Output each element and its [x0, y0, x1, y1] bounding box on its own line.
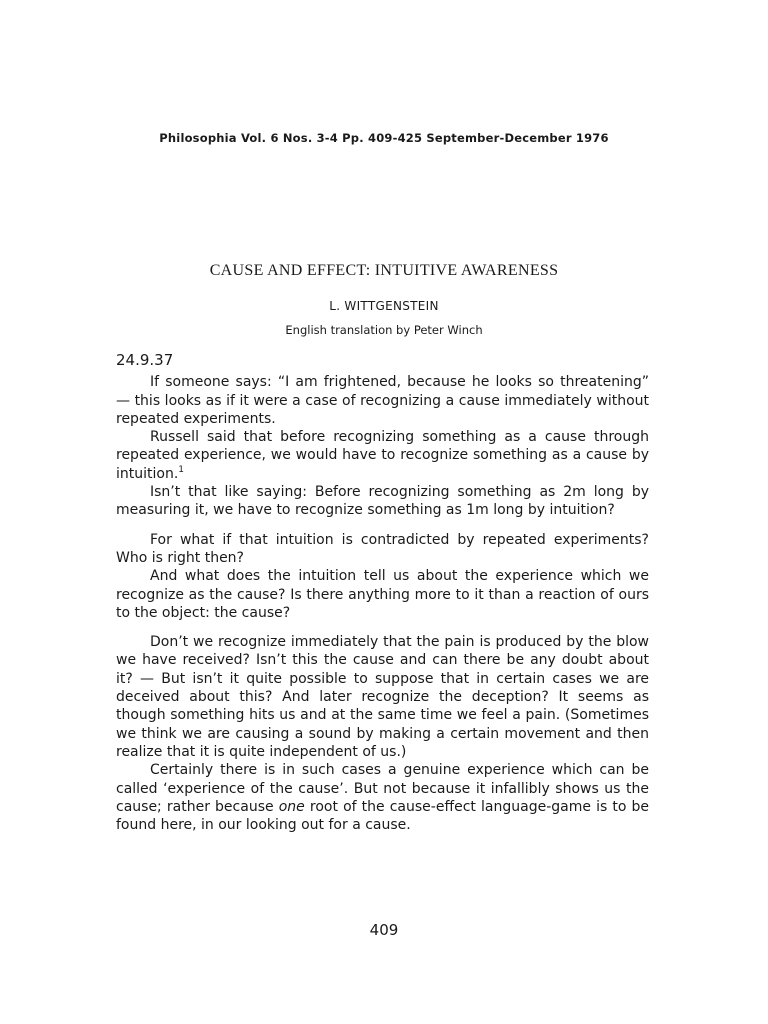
paragraph: If someone says: “I am frightened, because he looks so threatening” — this looks as if it were a case of recognizing a cause immediately without repeated experiments. — [116, 374, 649, 427]
paragraph: And what does the intuition tell us about the experience which we recognize as the cause? Is there anything more to it than a reaction of ours to the object: the cause? — [116, 568, 649, 621]
entry-date: 24.9.37 — [116, 351, 174, 369]
paragraph — [116, 761, 649, 834]
paragraph-text: Russell said that before recognizing something as a cause through repeated experience, we would have to recognize something as a cause by intuition. — [116, 429, 649, 482]
paragraph: Don’t we recognize immediately that the pain is produced by the blow we have received? Isn’t this the cause and can there be any doubt about it? — But isn’t it quite possible to suppose that in certain cases we are deceived about this? And later recognize the deception? It seems as though something hits us and at the same time we feel a pain. (Sometimes we think we are causing a sound by making a certain movement and then realize that it is quite independent of us.) — [116, 634, 649, 760]
footnote-marker: 1 — [178, 464, 185, 475]
paragraph: For what if that intuition is contradicted by repeated experiments? Who is right then? — [116, 531, 649, 566]
paragraph: Isn’t that like saying: Before recognizing something as 2m long by measuring it, we have to recognize something as 1m long by intuition? — [116, 484, 649, 519]
journal-citation: Philosophia Vol. 6 Nos. 3-4 Pp. 409-425 September-December 1976 — [159, 131, 609, 145]
article-body — [116, 345, 649, 834]
translator-credit: English translation by Peter Winch — [285, 323, 483, 337]
emphasized-word: one — [278, 798, 305, 815]
paragraph — [116, 428, 649, 483]
article-author: L. WITTGENSTEIN — [329, 299, 439, 313]
paragraph-text: root of the cause-effect language-game is to be found here, in our looking out for a cause. — [116, 798, 650, 834]
page-number: 409 — [369, 921, 399, 939]
paragraph-text: Certainly there is in such cases a genuine experience which can be called ‘experience of the cause’. But not because it infallibly shows us the cause; rather because — [116, 762, 649, 815]
article-title: CAUSE AND EFFECT: INTUITIVE AWARENESS — [209, 262, 559, 279]
